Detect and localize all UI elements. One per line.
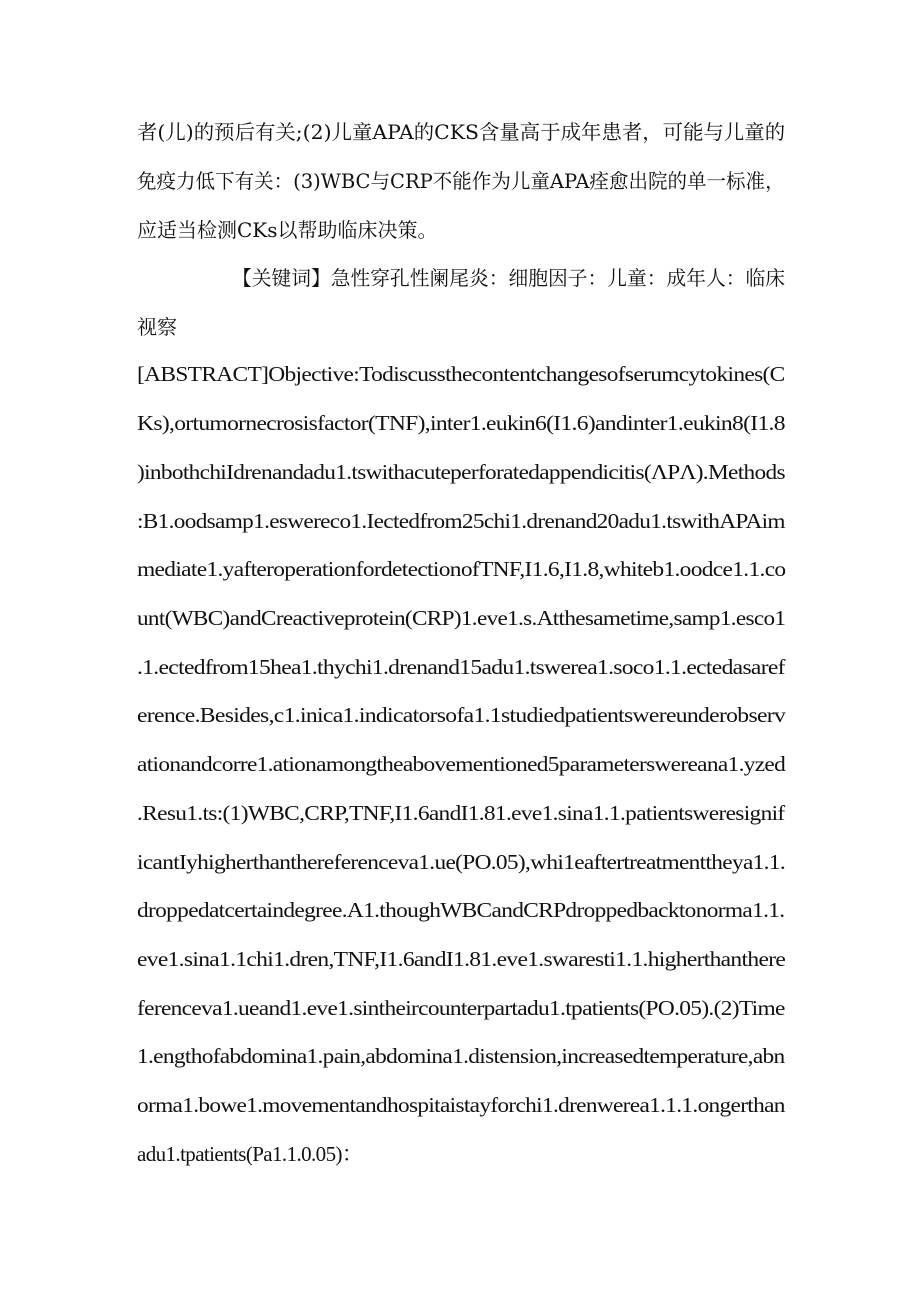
- abstract-line-8: erence.Besides,c1.inica1.indicatorsofa1.1studiedpatientswereunderobserv: [137, 703, 786, 727]
- text-line-1: 者(儿)的预后有关;(2)儿童APA的CKS含量高于成年患者，可能与儿童的: [137, 120, 786, 144]
- abstract-line-3: )inbothchiIdrenandadu1.tswithacuteperforatedappendicitis(ΛPΛ).Methods: [137, 460, 785, 484]
- keywords-line: 【关键词】急性穿孔性阑尾炎：细胞因子：儿童：成年人：临床: [232, 266, 785, 290]
- abstract-line-15: 1.engthofabdomina1.pain,abdomina1.distension,increasedtemperature,abn: [137, 1044, 785, 1068]
- abstract-line-9: ationandcorre1.ationamongtheabovementioned5parameterswereana1.yzed: [137, 752, 786, 776]
- text-line-3: 应适当检测CKs以帮助临床决策。: [137, 218, 438, 242]
- abstract-line-5: mediate1.yafteroperationfordetectionofTNF,I1.6,I1.8,whiteb1.oodce1.1.co: [137, 557, 786, 581]
- abstract-line-14: ferenceva1.ueand1.eve1.sintheircounterpartadu1.tpatients(PO.05).(2)Time: [137, 996, 785, 1020]
- abstract-line-12: droppedatcertaindegree.A1.thoughWBCandCRPdroppedbacktonorma1.1.: [137, 898, 785, 922]
- abstract-line-17: adu1.tpatients(Pa1.1.0.05)：: [137, 1142, 363, 1166]
- keywords-line-2: 视察: [137, 315, 177, 339]
- abstract-line-1: [ABSTRACT]Objective:Todiscussthecontentchangesofserumcytokines(C: [137, 362, 785, 386]
- abstract-line-2: Ks),ortumornecrosisfactor(TNF),inter1.eukin6(I1.6)andinter1.eukin8(I1.8: [137, 411, 785, 435]
- text-line-2: 免疫力低下有关：(3)WBC与CRP不能作为儿童APA痊愈出院的单一标准，: [137, 169, 785, 193]
- abstract-line-7: .1.ectedfrom15hea1.thychi1.drenand15adu1.tswerea1.soco1.1.ectedasaref: [137, 655, 785, 679]
- abstract-line-6: unt(WBC)andCreactiveprotein(CRP)1.eve1.s.Atthesametime,samp1.esco1: [137, 606, 786, 630]
- abstract-line-4: :B1.oodsamp1.eswereco1.Iectedfrom25chi1.drenand20adu1.tswithAPAim: [137, 509, 785, 533]
- abstract-line-16: orma1.bowe1.movementandhospitaistayforchi1.drenwerea1.1.1.ongerthan: [137, 1093, 785, 1117]
- abstract-line-11: icantIyhigherthanthereferenceva1.ue(PO.05),whi1eaftertreatmenttheya1.1.: [137, 850, 786, 874]
- abstract-line-10: .Resu1.ts:(1)WBC,CRP,TNF,I1.6andI1.81.eve1.sina1.1.patientsweresignif: [137, 801, 785, 825]
- abstract-line-13: eve1.sina1.1chi1.dren,TNF,I1.6andI1.81.eve1.swaresti1.1.higherthanthere: [137, 947, 786, 971]
